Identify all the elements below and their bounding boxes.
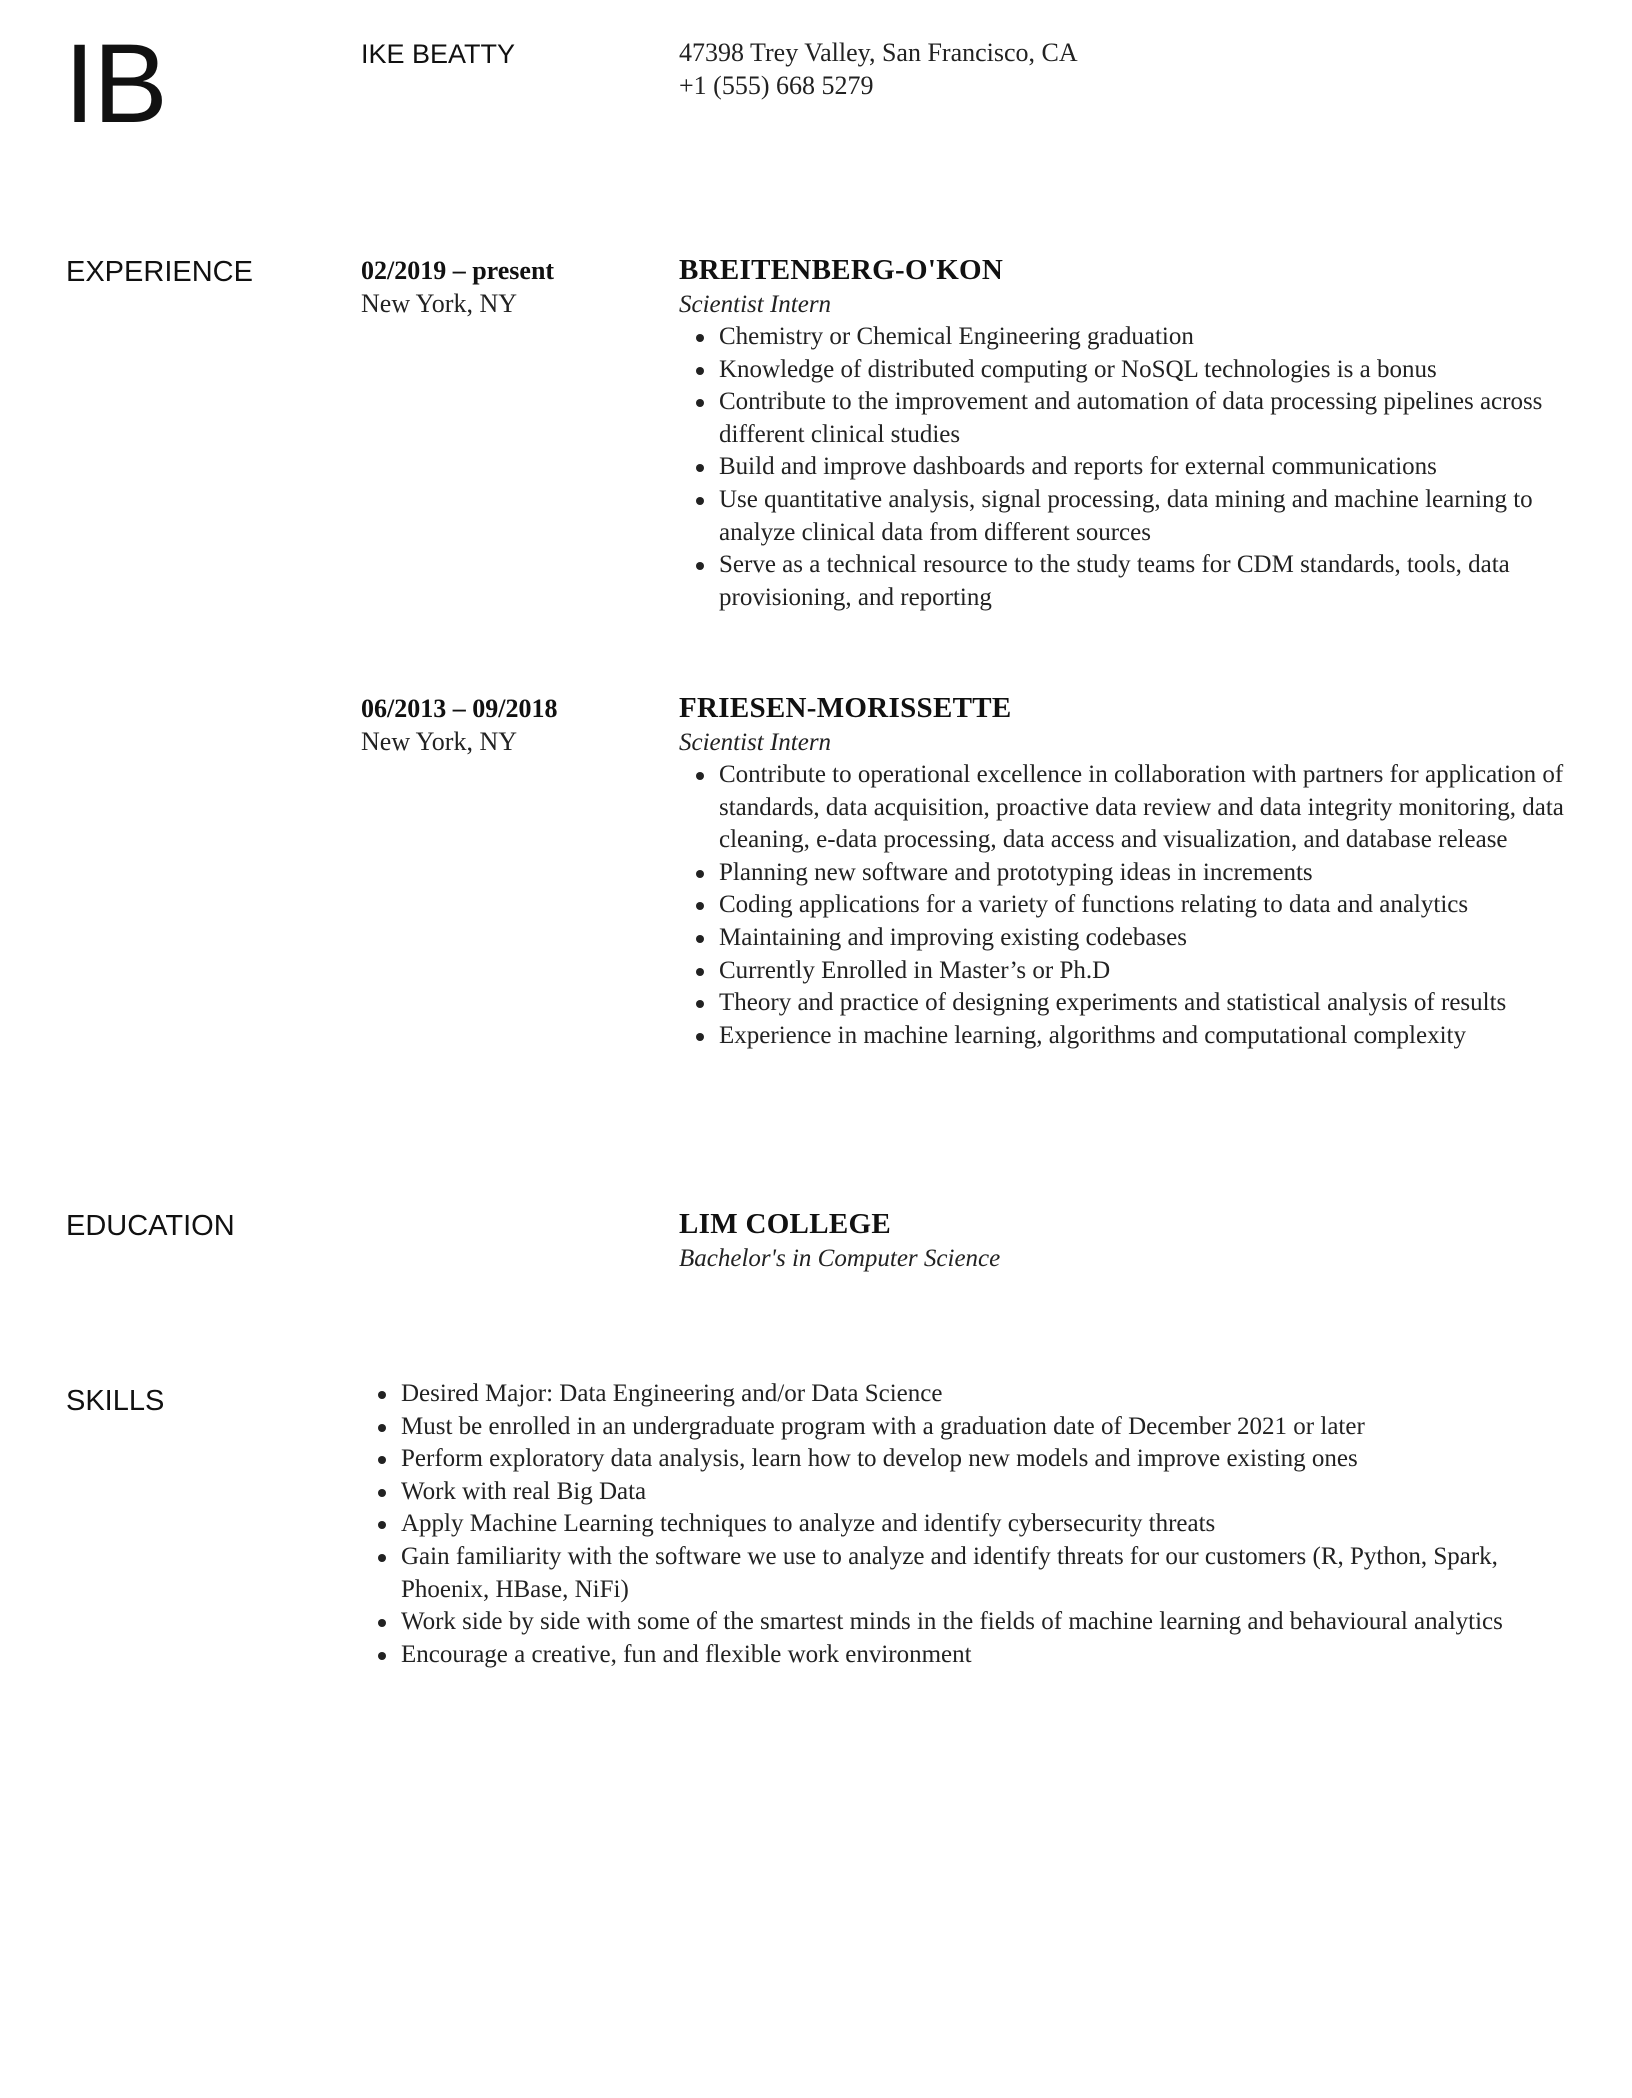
list-item: Apply Machine Learning techniques to analyze and identify cybersecurity threats xyxy=(361,1508,1591,1541)
job-bullets xyxy=(679,759,1579,1052)
job-entry xyxy=(679,252,1579,614)
job-location: New York, NY xyxy=(361,727,518,756)
list-item: Build and improve dashboards and reports for external communications xyxy=(679,451,1579,484)
list-item: Work with real Big Data xyxy=(361,1476,1591,1509)
company-name: FRIESEN-MORISSETTE xyxy=(679,692,1012,724)
job-bullets xyxy=(679,321,1579,614)
list-item: Desired Major: Data Engineering and/or Data Science xyxy=(361,1378,1591,1411)
section-title-education: EDUCATION xyxy=(66,1210,235,1242)
list-item: Theory and practice of designing experiments and statistical analysis of results xyxy=(679,987,1579,1020)
list-item: Contribute to the improvement and automation of data processing pipelines across different clinical studies xyxy=(679,386,1579,451)
list-item: Must be enrolled in an undergraduate program with a graduation date of December 2021 or later xyxy=(361,1411,1591,1444)
list-item: Knowledge of distributed computing or NoSQL technologies is a bonus xyxy=(679,354,1579,387)
school-name: LIM COLLEGE xyxy=(679,1208,891,1240)
job-location: New York, NY xyxy=(361,289,518,318)
list-item: Encourage a creative, fun and flexible work environment xyxy=(361,1639,1591,1672)
job-role: Scientist Intern xyxy=(679,291,832,318)
degree: Bachelor's in Computer Science xyxy=(679,1245,1001,1272)
list-item: Contribute to operational excellence in collaboration with partners for application of standards, data acquisition, proactive data review and data integrity monitoring, data cleaning, e-data processing, data access and visualization, and database release xyxy=(679,759,1579,857)
job-role: Scientist Intern xyxy=(679,729,832,756)
section-title-experience: EXPERIENCE xyxy=(66,256,253,288)
list-item: Perform exploratory data analysis, learn how to develop new models and improve existing ones xyxy=(361,1443,1591,1476)
list-item: Serve as a technical resource to the study teams for CDM standards, tools, data provisioning, and reporting xyxy=(679,549,1579,614)
job-dates: 06/2013 – 09/2018 xyxy=(361,694,558,723)
company-name: BREITENBERG-O'KON xyxy=(679,254,1004,286)
list-item: Currently Enrolled in Master’s or Ph.D xyxy=(679,955,1579,988)
list-item: Coding applications for a variety of functions relating to data and analytics xyxy=(679,889,1579,922)
job-meta xyxy=(361,254,661,320)
list-item: Gain familiarity with the software we use to analyze and identify threats for our customers (R, Python, Spark, Phoenix, HBase, NiFi) xyxy=(361,1541,1591,1606)
phone: +1 (555) 668 5279 xyxy=(679,71,874,100)
address: 47398 Trey Valley, San Francisco, CA xyxy=(679,38,1078,67)
list-item: Work side by side with some of the smartest minds in the fields of machine learning and behavioural analytics xyxy=(361,1606,1591,1639)
job-dates: 02/2019 – present xyxy=(361,256,555,285)
list-item: Experience in machine learning, algorithms and computational complexity xyxy=(679,1020,1579,1053)
skills-bullets xyxy=(361,1378,1591,1671)
monogram: IB xyxy=(64,21,166,146)
list-item: Maintaining and improving existing codebases xyxy=(679,922,1579,955)
job-entry xyxy=(679,690,1579,1052)
education-entry xyxy=(679,1206,1579,1275)
contact-block xyxy=(679,36,1078,102)
candidate-name: IKE BEATTY xyxy=(361,39,516,69)
list-item: Chemistry or Chemical Engineering graduation xyxy=(679,321,1579,354)
section-title-skills: SKILLS xyxy=(66,1385,165,1417)
job-meta xyxy=(361,692,661,758)
list-item: Planning new software and prototyping ideas in increments xyxy=(679,857,1579,890)
skills-list xyxy=(361,1378,1591,1671)
list-item: Use quantitative analysis, signal processing, data mining and machine learning to analyze clinical data from different sources xyxy=(679,484,1579,549)
